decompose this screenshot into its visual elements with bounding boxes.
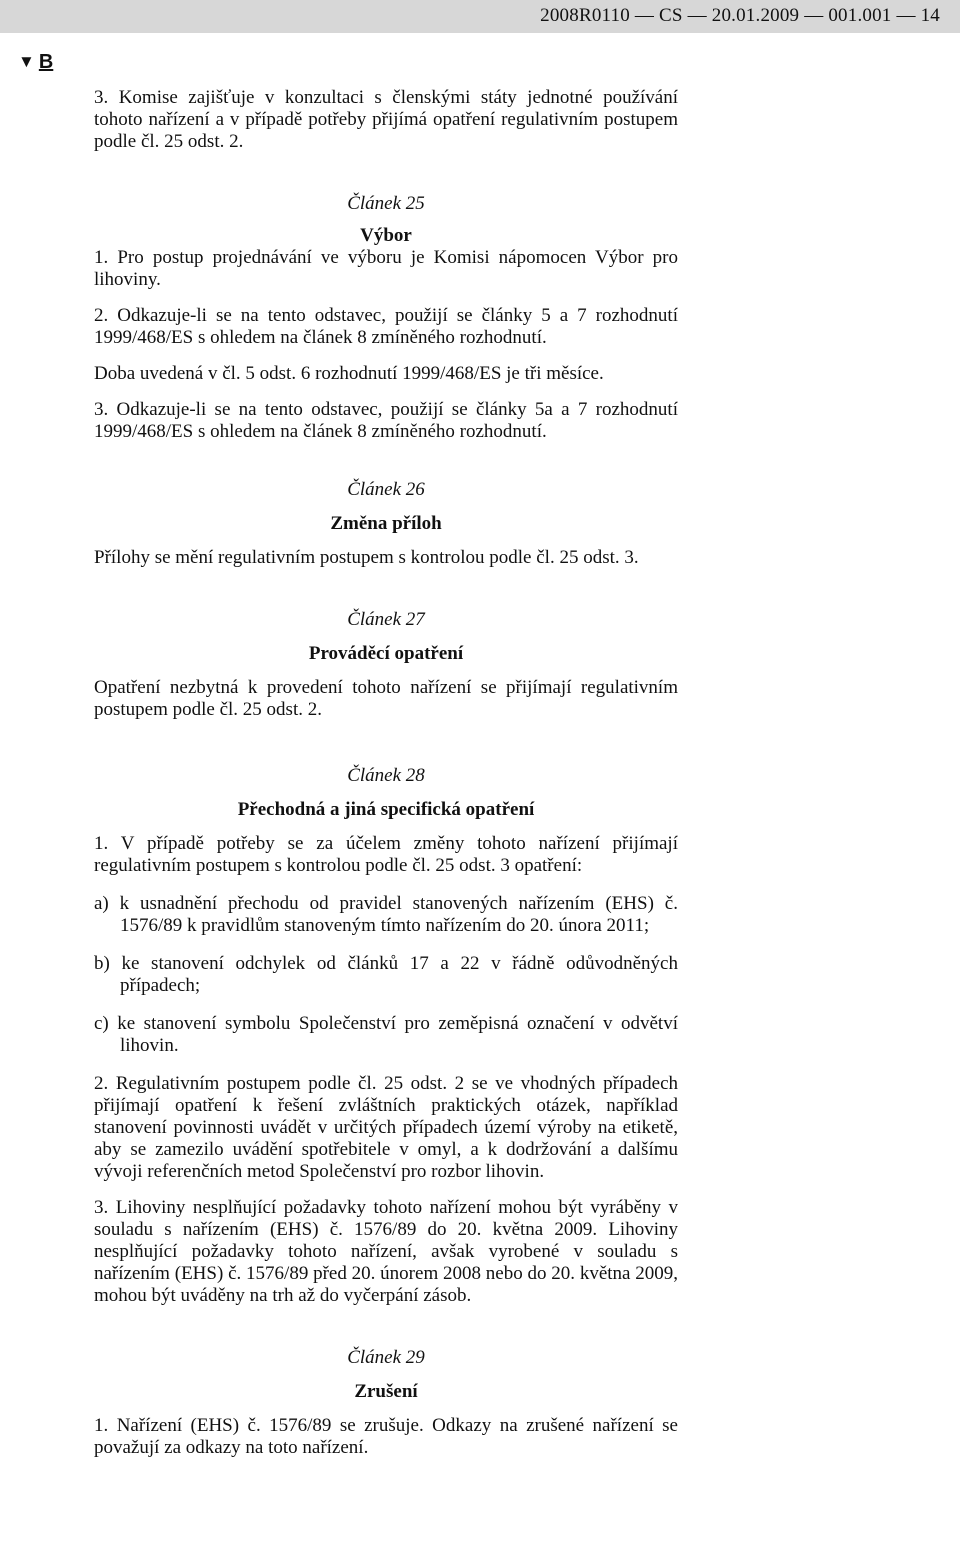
article-26-title: Článek 26 bbox=[347, 479, 425, 500]
article-28-item-c: c) ke stanovení symbolu Společenství pro zeměpisná označení v odvětví lihovin. bbox=[94, 1013, 678, 1056]
article-25-title: Článek 25 bbox=[347, 193, 425, 214]
article-29-title: Článek 29 bbox=[347, 1347, 425, 1368]
article-25-paragraph-2b: Doba uvedená v čl. 5 odst. 6 rozhodnutí 1999/468/ES je tři měsíce. bbox=[94, 363, 604, 384]
article-28-item-b: b) ke stanovení odchylek od článků 17 a 22 v řádně odůvodněných případech; bbox=[94, 953, 678, 996]
article-27-title: Článek 27 bbox=[347, 609, 425, 630]
article-28-paragraph-1: 1. V případě potřeby se za účelem změny tohoto nařízení přijímají regulativním postupem s kontrolou podle čl. 25 odst. 3 opatření: bbox=[94, 833, 678, 876]
article-27-heading: Prováděcí opatření bbox=[308, 643, 464, 664]
article-28-title: Článek 28 bbox=[347, 765, 425, 786]
article-29-paragraph-1: 1. Nařízení (EHS) č. 1576/89 se zrušuje. Odkazy na zrušené nařízení se považují za odkazy na toto nařízení. bbox=[94, 1415, 678, 1458]
article-28-paragraph-2: 2. Regulativním postupem podle čl. 25 odst. 2 se ve vhodných případech přijímají opatření k řešení zvláštních praktických otázek, například stanovení povinnosti uvádět v určitých případech území výroby na etiketě, aby se zamezilo uvádění spotřebitele v omyl, a k dodržování a dalšímu vývoji referenčních metod Společenství pro rozbor lihovin. bbox=[94, 1073, 678, 1182]
article-26-paragraph-1: Přílohy se mění regulativním postupem s kontrolou podle čl. 25 odst. 3. bbox=[94, 547, 639, 568]
article-28-heading: Přechodná a jiná specifická opatření bbox=[237, 799, 535, 820]
source-letter-link[interactable]: B bbox=[38, 51, 54, 73]
article-27-paragraph-1: Opatření nezbytná k provedení tohoto nařízení se přijímají regulativním postupem podle čl. 25 odst. 2. bbox=[94, 677, 678, 720]
document-reference: 2008R0110 — CS — 20.01.2009 — 001.001 — 14 bbox=[540, 5, 940, 26]
intro-paragraph-3: 3. Komise zajišťuje v konzultaci s členskými státy jednotné používání tohoto nařízení a v případě potřeby přijímá opatření regulativním postupem podle čl. 25 odst. 2. bbox=[94, 87, 678, 152]
consolidation-marker bbox=[18, 51, 53, 74]
article-25-paragraph-2: 2. Odkazuje-li se na tento odstavec, použijí se články 5 a 7 rozhodnutí 1999/468/ES s ohledem na článek 8 zmíněného rozhodnutí. bbox=[94, 305, 678, 348]
article-26-heading: Změna příloh bbox=[330, 513, 442, 534]
article-29-heading: Zrušení bbox=[354, 1381, 418, 1402]
article-25-heading: Výbor bbox=[360, 225, 412, 246]
down-triangle-icon: ▼ bbox=[18, 52, 35, 71]
article-25-paragraph-1: 1. Pro postup projednávání ve výboru je Komisi nápomocen Výbor pro lihoviny. bbox=[94, 247, 678, 290]
article-28-item-a: a) k usnadnění přechodu od pravidel stanovených nařízením (EHS) č. 1576/89 k pravidlům stanoveným tímto nařízením do 20. února 2011; bbox=[94, 893, 678, 936]
document-body bbox=[94, 87, 678, 1459]
document-header-bar bbox=[0, 0, 960, 33]
article-25-paragraph-3: 3. Odkazuje-li se na tento odstavec, použijí se články 5a a 7 rozhodnutí 1999/468/ES s ohledem na článek 8 zmíněného rozhodnutí. bbox=[94, 399, 678, 442]
article-28-paragraph-3: 3. Lihoviny nesplňující požadavky tohoto nařízení mohou být vyráběny v souladu s nařízením (EHS) č. 1576/89 do 20. května 2009. Lihoviny nesplňující požadavky tohoto nařízení, avšak vyrobené v souladu s nařízením (EHS) č. 1576/89 před 20. únorem 2008 nebo do 20. května 2009, mohou být uváděny na trh až do vyčerpání zásob. bbox=[94, 1197, 678, 1306]
